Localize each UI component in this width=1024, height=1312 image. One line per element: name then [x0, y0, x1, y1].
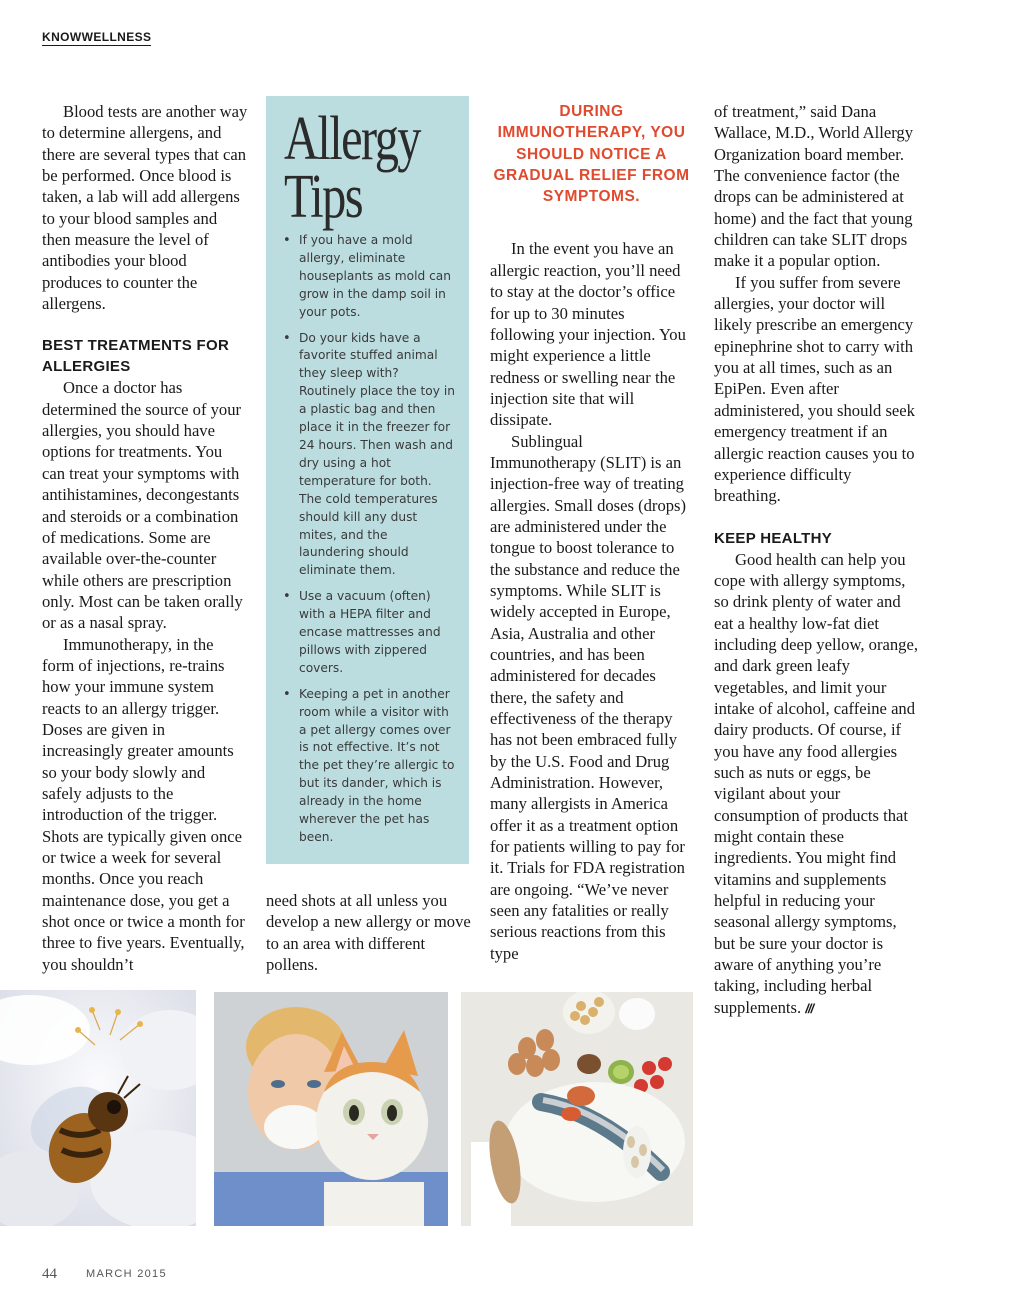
tip-item: • Do your kids have a favorite stuffed animal they sleep with? Routinely place the toy in a plastic bag and then place it in the freezer for 24 hours. Then wash and dry using a hot temperature for both. The cold temperatures should kill any dust mites, and the laundering should eliminate them.	[280, 330, 456, 581]
healthy-food-photo	[461, 992, 693, 1226]
column-4	[714, 101, 920, 1019]
paragraph: Sublingual Immunotherapy (SLIT) is an injection-free way of treating allergies. Small doses (drops) are administered under the tongue to boost tolerance to the substance and reduce the symptoms. While SLIT is widely accepted in Europe, Asia, Australia and other countries, and has been administered for decades there, the safety and effectiveness of the therapy has not been embraced fully by the U.S. Food and Drug Administration. However, many allergists in America offer it as a treatment option for patients willing to pay for it. Trials for FDA registration are ongoing. “We’ve never seen any fatalities or really serious reactions from this type	[490, 431, 687, 963]
tip-item: • Use a vacuum (often) with a HEPA filter and encase mattresses and pillows with zippered covers.	[280, 588, 456, 678]
allergy-tips-sidebar	[266, 96, 469, 864]
tips-title: Allergy Tips	[284, 105, 420, 231]
tips-list	[280, 232, 456, 855]
pull-quote: DURING IMMUNOTHERAPY, YOU SHOULD NOTICE A GRADUAL RELIEF FROM SYMPTOMS.	[493, 103, 690, 206]
column-1	[42, 101, 248, 975]
end-mark: ///	[805, 1000, 814, 1016]
paragraph: of treatment,” said Dana Wallace, M.D., World Allergy Organization board member. The convenience factor (the drops can be administered at home) and the fact that young children can take SLIT drops make it a popular option.	[714, 102, 914, 271]
paragraph: Immunotherapy, in the form of injections, re-trains how your immune system reacts to an allergy trigger. Doses are given in increasingly greater amounts so your body slowly and safely adjusts to the introduction of the trigger. Shots are typically given once or twice a week for several months. Once you reach maintenance dose, you get a shot once or twice a month for three to five years. Eventually, you shouldn’t	[42, 634, 245, 974]
paragraph: If you suffer from severe allergies, your doctor will likely prescribe an emergency epinephrine shot to carry with you at all times, such as an EpiPen. Even after administered, you should seek emergency treatment if an allergic reaction causes you to experience difficulty breathing.	[714, 272, 915, 506]
subhead-best-treatments: BEST TREATMENTS FOR ALLERGIES	[42, 337, 230, 376]
subhead-keep-healthy: KEEP HEALTHY	[714, 529, 833, 547]
bee-on-flower-photo	[0, 990, 196, 1226]
paragraph: Blood tests are another way to determine allergens, and there are several types that can be performed. Once blood is taken, a lab will add allergens to your blood samples and then measure the level of antibodies your blood produces to counter the allergens.	[42, 102, 248, 314]
child-with-cat-photo	[214, 992, 448, 1226]
paragraph: In the event you have an allergic reaction, you’ll need to stay at the doctor’s office for up to 30 minutes following your injection. You might experience a little redness or swelling near the injection site that will dissipate.	[490, 239, 686, 430]
paragraph: need shots at all unless you develop a new allergy or move to an area with different pollens.	[266, 891, 471, 975]
column-2-continuation	[266, 890, 472, 975]
tip-item: • If you have a mold allergy, eliminate houseplants as mold can grow in the damp soil in your pots.	[280, 232, 456, 322]
section-tag: KNOWWELLNESS	[42, 30, 152, 44]
paragraph: Once a doctor has determined the source of your allergies, you should have options for treatments. You can treat your symptoms with antihistamines, decongestants and steroids or a combination of medications. Some are available over-the-counter while others are prescription only. Most can be taken orally or as a nasal spray.	[42, 378, 243, 633]
tip-item: • Keeping a pet in another room while a visitor with a pet allergy comes over is not effective. It’s not the pet they’re allergic to but its dander, which is already in the home wherever the pet has been.	[280, 686, 456, 847]
page-number: 44	[42, 1266, 57, 1282]
issue-date: MARCH 2015	[86, 1268, 167, 1280]
paragraph: Good health can help you cope with allergy symptoms, so drink plenty of water and eat a healthy low-fat diet including deep yellow, orange, and dark green leafy vegetables, and limit your intake of alcohol, caffeine and dairy products. Of course, if you have any food allergies such as nuts or eggs, be vigilant about your consumption of products that might contain these ingredients. You might find vitamins and supplements helpful in reducing your seasonal allergy symptoms, but be sure your doctor is aware of anything you’re taking, including herbal supplements. ///	[714, 549, 918, 1017]
column-3	[490, 101, 693, 964]
